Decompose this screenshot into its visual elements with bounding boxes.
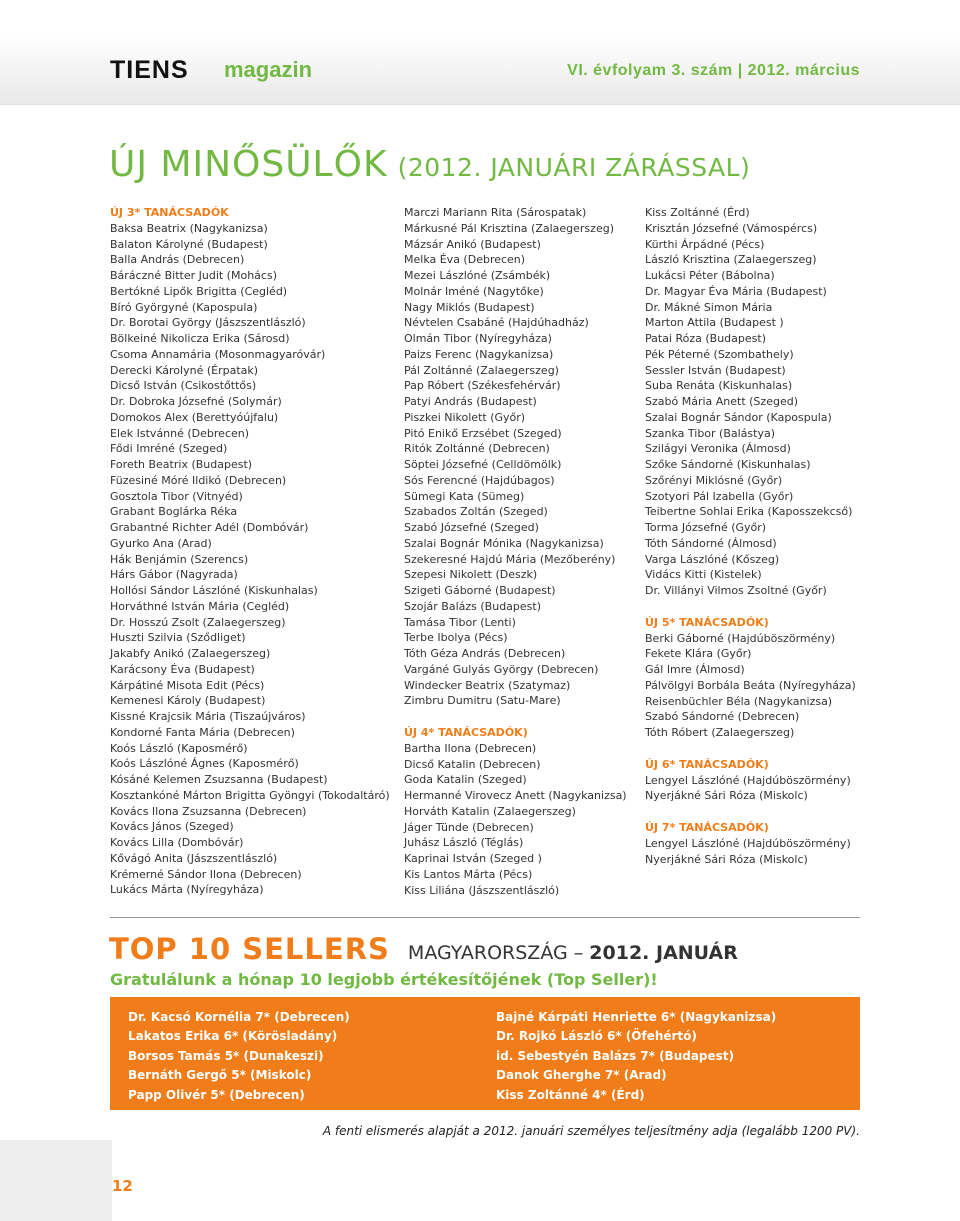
- list-item: Dicső István (Csikostőttős): [110, 379, 257, 393]
- list-item: Piszkei Nikolett (Győr): [404, 410, 526, 424]
- list-item: Patyi András (Budapest): [404, 395, 537, 408]
- top-seller-item: id. Sebestyén Balázs 7* (Budapest): [496, 1048, 735, 1063]
- list-item: Zimbru Dumitru (Satu-Mare): [404, 694, 561, 708]
- section-heading-3star: ÚJ 3* TANÁCSADÓK: [110, 206, 229, 219]
- list-item: Pál Zoltánné (Zalaegerszeg): [404, 363, 559, 377]
- list-item: Dicső Katalin (Debrecen): [404, 757, 541, 771]
- list-item: Tóth Sándorné (Álmosd): [645, 536, 777, 550]
- list-item: Bartha Ilona (Debrecen): [404, 741, 537, 755]
- list-item: Grabantné Richter Adél (Dombóvár): [110, 521, 309, 534]
- list-item: Nyerjákné Sári Róza (Miskolc): [645, 789, 808, 803]
- list-item: Krémerné Sándor Ilona (Debrecen): [110, 867, 302, 881]
- list-7star: [645, 836, 856, 868]
- issue-info: VI. évfolyam 3. szám | 2012. március: [567, 62, 860, 79]
- list-item: Melka Éva (Debrecen): [404, 253, 526, 267]
- congrats-text: Gratulálunk a hónap 10 legjobb értékesítőjének (Top Seller)!: [110, 970, 658, 989]
- list-item: Nyerjákné Sári Róza (Miskolc): [645, 852, 808, 866]
- list-item: Jáger Tünde (Debrecen): [404, 820, 534, 834]
- list-item: Kósáné Kelemen Zsuzsanna (Budapest): [110, 773, 328, 786]
- list-item: Reisenbüchler Béla (Nagykanizsa): [645, 694, 833, 708]
- column-2: [404, 205, 627, 898]
- top-seller-item: Papp Olivér 5* (Debrecen): [128, 1087, 305, 1102]
- list-item: Pék Péterné (Szombathely): [645, 347, 794, 361]
- list-item: Kiss Zoltánné (Érd): [645, 206, 750, 219]
- list-item: Goda Katalin (Szeged): [404, 773, 527, 787]
- list-item: Tóth Róbert (Zalaegerszeg): [645, 726, 795, 739]
- list-item: Pap Róbert (Székesfehérvár): [404, 379, 561, 393]
- list-item: Terbe Ibolya (Pécs): [404, 631, 508, 645]
- list-item: Szalai Bognár Mónika (Nagykanizsa): [404, 536, 604, 550]
- list-item: Karácsony Éva (Budapest): [110, 662, 255, 676]
- section-heading-4star: ÚJ 4* TANÁCSADÓK): [404, 726, 528, 739]
- list-item: Marczi Mariann Rita (Sárospatak): [404, 206, 587, 219]
- list-3star: [110, 221, 390, 898]
- brand-subtitle: magazin: [224, 57, 313, 82]
- top10-title: TOP 10 SELLERS: [109, 932, 390, 966]
- list-item: Szőrényi Miklósné (Győr): [645, 473, 783, 487]
- list-item: Nagy Miklós (Budapest): [404, 300, 535, 314]
- list-item: Marton Attila (Budapest ): [645, 316, 784, 330]
- column-3: [645, 205, 856, 867]
- list-item: Tamása Tibor (Lenti): [404, 615, 516, 629]
- list-item: Szojár Balázs (Budapest): [404, 599, 542, 613]
- list-item: Szalai Bognár Sándor (Kapospula): [645, 410, 832, 424]
- title-subtitle: (2012. JANUÁRI ZÁRÁSSAL): [397, 153, 751, 182]
- list-item: Horváth Katalin (Zalaegerszeg): [404, 804, 576, 818]
- top-seller-item: Bernáth Gergő 5* (Miskolc): [128, 1068, 312, 1083]
- top10-heading: [109, 932, 738, 966]
- list-item: Kemenesi Károly (Budapest): [110, 694, 266, 708]
- page-title: [109, 144, 750, 185]
- list-item: Szigeti Gáborné (Budapest): [404, 584, 556, 597]
- section-heading-6star: ÚJ 6* TANÁCSADÓK): [645, 757, 769, 771]
- list-item: Kissné Krajcsik Mária (Tiszaújváros): [110, 710, 306, 723]
- section-heading-7star: ÚJ 7* TANÁCSADÓK): [645, 821, 769, 834]
- list-5star: [645, 631, 856, 741]
- list-item: Patai Róza (Budapest): [645, 332, 766, 345]
- list-item: Szanka Tibor (Balástya): [645, 426, 776, 440]
- list-item: Hollósi Sándor Lászlóné (Kiskunhalas): [110, 584, 318, 597]
- list-item: Ritók Zoltánné (Debrecen): [404, 442, 550, 456]
- section-divider: [110, 917, 860, 918]
- list-item: Fődi Imréné (Szeged): [110, 442, 228, 456]
- list-item: Kovács János (Szeged): [110, 820, 234, 834]
- page-number-box: [0, 1140, 112, 1221]
- list-item: Koós László (Kaposmérő): [110, 741, 248, 755]
- list-item: Szabados Zoltán (Szeged): [404, 505, 548, 519]
- list-item: Hermanné Virovecz Anett (Nagykanizsa): [404, 789, 627, 802]
- list-item: Kővágó Anita (Jászszentlászló): [110, 851, 278, 865]
- list-item: Szepesi Nikolett (Deszk): [404, 568, 538, 582]
- list-item: Krisztán Józsefné (Vámospércs): [645, 221, 818, 235]
- list-item: Csoma Annamária (Mosonmagyaróvár): [110, 347, 326, 361]
- top-seller-item: Danok Gherghe 7* (Arad): [496, 1068, 667, 1083]
- list-item: Kárpátiné Misota Edit (Pécs): [110, 678, 265, 692]
- list-item: Sümegi Kata (Sümeg): [404, 489, 525, 503]
- top10-date: 2012. JANUÁR: [589, 942, 738, 964]
- list-item: Szabó Sándorné (Debrecen): [645, 710, 800, 724]
- list-item: Bölkeiné Nikolicza Erika (Sárosd): [110, 332, 290, 345]
- list-item: Baksa Beatrix (Nagykanizsa): [110, 221, 268, 235]
- list-item: Szilágyi Veronika (Álmosd): [645, 442, 791, 456]
- list-item: Báráczné Bitter Judit (Mohács): [110, 269, 277, 282]
- list-item: Sós Ferencné (Hajdúbagos): [404, 473, 555, 487]
- top-seller-item: Dr. Kacsó Kornélia 7* (Debrecen): [128, 1010, 350, 1024]
- list-item: Molnár Iméné (Nagytőke): [404, 284, 544, 298]
- list-item: Vargáné Gulyás György (Debrecen): [404, 662, 599, 676]
- list-item: Lukácsi Péter (Bábolna): [645, 269, 775, 282]
- list-item: Dr. Borotai György (Jászszentlászló): [110, 316, 306, 330]
- list-item: Pitó Enikő Erzsébet (Szeged): [404, 426, 562, 440]
- list-item: Vidács Kitti (Kistelek): [645, 568, 762, 582]
- list-item: Koós Lászlóné Ágnes (Kaposmérő): [110, 757, 299, 771]
- top-seller-item: Dr. Rojkó László 6* (Öfehértó): [496, 1029, 697, 1044]
- list-item: Dr. Villányi Vilmos Zsoltné (Győr): [645, 584, 827, 597]
- list-item: Paizs Ferenc (Nagykanizsa): [404, 347, 554, 361]
- list-item: Balla András (Debrecen): [110, 253, 245, 267]
- list-item: Hák Benjámin (Szerencs): [110, 552, 249, 566]
- list-item: Márkusné Pál Krisztina (Zalaegerszeg): [404, 221, 614, 235]
- top10-country: MAGYARORSZÁG –: [407, 942, 590, 964]
- list-item: Sessler István (Budapest): [645, 363, 786, 377]
- brand-logo: TIENS: [110, 56, 189, 84]
- list-item: Kovács Ilona Zsuzsanna (Debrecen): [110, 804, 307, 818]
- list-item: Suba Renáta (Kiskunhalas): [645, 379, 793, 393]
- list-item: Szekeresné Hajdú Mária (Mezőberény): [404, 552, 616, 566]
- list-item: Dr. Hosszú Zsolt (Zalaegerszeg): [110, 615, 286, 629]
- list-6star: [645, 773, 856, 805]
- list-item: Foreth Beatrix (Budapest): [110, 458, 253, 471]
- list-item: Derecki Károlyné (Érpatak): [110, 363, 259, 377]
- title-main: ÚJ MINŐSÜLŐK: [109, 144, 388, 185]
- list-item: Dr. Mákné Simon Mária: [645, 300, 773, 314]
- list-item: Lengyel Lászlóné (Hajdúböszörmény): [645, 773, 851, 787]
- list-item: Torma Józsefné (Győr): [645, 521, 767, 534]
- list-3star-cont2: [645, 205, 856, 599]
- list-3star-cont: [404, 205, 627, 709]
- list-item: Tóth Géza András (Debrecen): [404, 647, 566, 660]
- list-item: Domokos Alex (Berettyóújfalu): [110, 410, 279, 424]
- list-item: Kaprinai István (Szeged ): [404, 852, 542, 865]
- list-item: Mázsár Anikó (Budapest): [404, 237, 541, 251]
- footnote: A fenti elismerés alapját a 2012. januári személyes teljesítmény adja (legalább 1200 PV).: [322, 1124, 860, 1138]
- list-item: Juhász László (Téglás): [404, 836, 524, 850]
- list-item: Varga Lászlóné (Kőszeg): [645, 552, 780, 566]
- top-sellers-right: [496, 1008, 776, 1105]
- list-item: Bertókné Lipők Brigitta (Cegléd): [110, 284, 288, 298]
- list-item: Söptei Józsefné (Celldömölk): [404, 458, 562, 471]
- list-item: Horváthné István Mária (Cegléd): [110, 599, 290, 613]
- list-item: Elek Istvánné (Debrecen): [110, 426, 250, 440]
- list-item: László Krisztina (Zalaegerszeg): [645, 253, 817, 267]
- list-item: Szőke Sándorné (Kiskunhalas): [645, 458, 811, 471]
- list-item: Windecker Beatrix (Szatymaz): [404, 678, 571, 692]
- list-item: Balaton Károlyné (Budapest): [110, 237, 268, 251]
- list-item: Szabó Mária Anett (Szeged): [645, 395, 798, 408]
- list-item: Lukács Márta (Nyíregyháza): [110, 883, 264, 897]
- list-item: Szabó Józsefné (Szeged): [404, 521, 539, 534]
- top-seller-item: Kiss Zoltánné 4* (Érd): [496, 1087, 645, 1102]
- list-item: Huszti Szilvia (Sződliget): [110, 631, 246, 645]
- list-item: Jakabfy Anikó (Zalaegerszeg): [110, 647, 271, 660]
- list-item: Kondorné Fanta Mária (Debrecen): [110, 725, 295, 739]
- page-number: 12: [112, 1177, 133, 1195]
- list-item: Kis Lantos Márta (Pécs): [404, 867, 533, 881]
- list-item: Dr. Magyar Éva Mária (Budapest): [645, 284, 827, 298]
- list-item: Dr. Dobroka Józsefné (Solymár): [110, 395, 282, 408]
- list-item: Grabant Boglárka Réka: [110, 505, 238, 519]
- top-seller-item: Bajné Kárpáti Henriette 6* (Nagykanizsa): [496, 1010, 777, 1024]
- list-item: Pálvölgyi Borbála Beáta (Nyíregyháza): [645, 678, 856, 692]
- list-item: Fekete Klára (Győr): [645, 647, 752, 661]
- list-item: Kürthi Árpádné (Pécs): [645, 237, 765, 251]
- list-item: Gyurko Ana (Arad): [110, 536, 212, 550]
- list-item: Hárs Gábor (Nagyrada): [110, 568, 238, 582]
- list-item: Mezei Lászlóné (Zsámbék): [404, 269, 551, 282]
- list-item: Bíró Györgyné (Kapospula): [110, 300, 258, 314]
- list-item: Berki Gáborné (Hajdúböszörmény): [645, 631, 836, 645]
- list-item: Névtelen Csabáné (Hajdúhadház): [404, 316, 589, 330]
- top-seller-item: Borsos Tamás 5* (Dunakeszi): [128, 1048, 324, 1063]
- list-item: Kovács Lilla (Dombóvár): [110, 836, 244, 849]
- list-item: Teibertne Sohlai Erika (Kaposszekcső): [645, 505, 853, 519]
- list-item: Füzesiné Móré Ildikó (Debrecen): [110, 473, 287, 487]
- list-item: Gál Imre (Álmosd): [645, 663, 745, 676]
- list-item: Olmán Tibor (Nyíregyháza): [404, 332, 552, 345]
- section-heading-5star: ÚJ 5* TANÁCSADÓK): [645, 615, 769, 629]
- top-sellers-left: [128, 1008, 350, 1105]
- top-seller-item: Lakatos Erika 6* (Körösladány): [128, 1029, 338, 1044]
- list-item: Kosztankóné Márton Brigitta Gyöngyi (Tokodaltáró): [110, 788, 390, 802]
- column-1: [110, 205, 390, 898]
- list-item: Kiss Liliána (Jászszentlászló): [404, 883, 560, 897]
- list-4star: [404, 741, 627, 899]
- list-item: Lengyel Lászlóné (Hajdúböszörmény): [645, 836, 851, 850]
- list-item: Szotyori Pál Izabella (Győr): [645, 489, 794, 503]
- list-item: Gosztola Tibor (Vitnyéd): [110, 489, 243, 503]
